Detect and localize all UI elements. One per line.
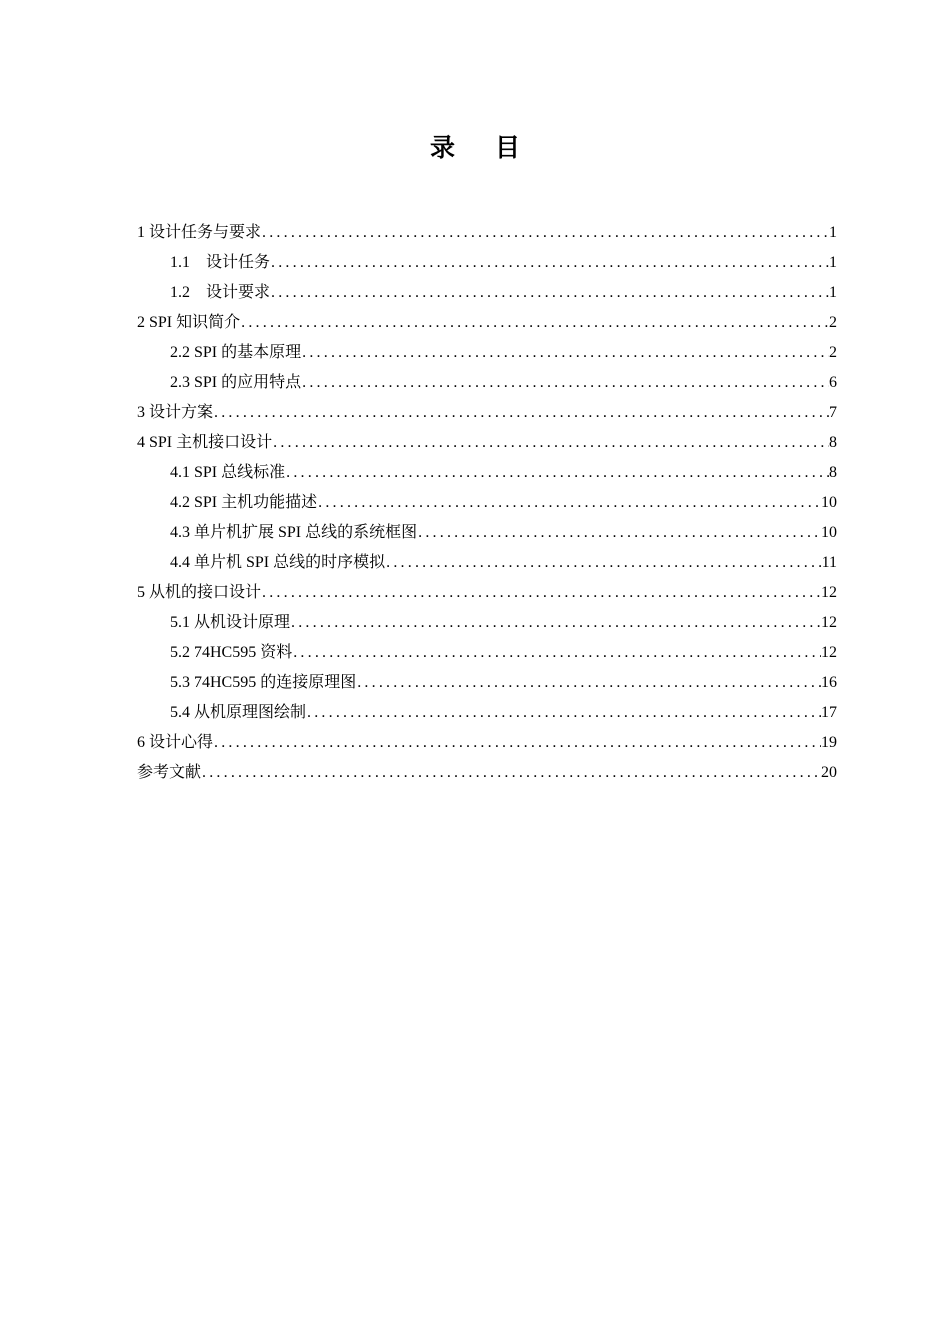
toc-entry-page-number: 12 [821,584,837,601]
toc-entry-label: 1.1 设计任务 [170,254,271,271]
toc-entry[interactable] [137,214,837,244]
toc-entry[interactable] [137,274,837,304]
table-of-contents [137,214,837,784]
toc-entry-page-number: 8 [829,464,837,481]
toc-dot-leader [261,582,821,604]
toc-entry-label: 1 设计任务与要求 [137,224,262,241]
toc-entry-label: 参考文献 [137,764,202,781]
toc-entry[interactable] [137,334,837,364]
toc-entry-label: 6 设计心得 [137,734,214,751]
toc-entry[interactable] [137,424,837,454]
toc-dot-leader [201,762,821,784]
toc-entry[interactable] [137,514,837,544]
toc-entry[interactable] [137,604,837,634]
toc-entry-page-number: 17 [821,704,837,721]
toc-dot-leader [306,702,821,724]
toc-dot-leader [270,252,829,274]
toc-dot-leader [272,432,829,454]
toc-dot-leader [270,282,829,304]
toc-dot-leader [240,312,829,334]
toc-entry[interactable] [137,694,837,724]
toc-dot-leader [292,642,821,664]
toc-entry-page-number: 11 [821,554,837,571]
toc-dot-leader [385,552,821,574]
toc-entry-label: 5.2 74HC595 资料 [170,644,293,661]
toc-entry-page-number: 2 [829,314,837,331]
toc-dot-leader [213,402,829,424]
toc-entry-page-number: 19 [821,734,837,751]
toc-entry[interactable] [137,724,837,754]
toc-entry-label: 5.4 从机原理图绘制 [170,704,307,721]
toc-entry[interactable] [137,634,837,664]
toc-dot-leader [261,222,829,244]
toc-entry[interactable] [137,664,837,694]
toc-entry-page-number: 1 [829,224,837,241]
toc-entry-label: 2 SPI 知识简介 [137,314,241,331]
toc-entry-label: 4.3 单片机扩展 SPI 总线的系统框图 [170,524,418,541]
toc-entry-page-number: 12 [821,614,837,631]
toc-entry-label: 4.1 SPI 总线标准 [170,464,286,481]
toc-entry[interactable] [137,574,837,604]
toc-entry-page-number: 10 [821,524,837,541]
toc-entry[interactable] [137,544,837,574]
toc-entry-page-number: 12 [821,644,837,661]
toc-entry[interactable] [137,394,837,424]
toc-entry-label: 2.3 SPI 的应用特点 [170,374,302,391]
toc-dot-leader [290,612,821,634]
toc-dot-leader [301,342,829,364]
toc-entry-label: 5.1 从机设计原理 [170,614,291,631]
toc-entry-page-number: 8 [829,434,837,451]
toc-entry-page-number: 10 [821,494,837,511]
toc-entry-label: 4.2 SPI 主机功能描述 [170,494,318,511]
toc-dot-leader [317,492,821,514]
toc-entry-label: 2.2 SPI 的基本原理 [170,344,302,361]
toc-entry-label: 4 SPI 主机接口设计 [137,434,273,451]
toc-dot-leader [356,672,821,694]
toc-entry-page-number: 6 [829,374,837,391]
toc-dot-leader [417,522,821,544]
toc-entry-label: 1.2 设计要求 [170,284,271,301]
toc-dot-leader [213,732,821,754]
toc-entry[interactable] [137,244,837,274]
toc-entry[interactable] [137,454,837,484]
toc-entry-page-number: 1 [829,254,837,271]
toc-entry[interactable] [137,304,837,334]
toc-entry[interactable] [137,754,837,784]
toc-entry-label: 5.3 74HC595 的连接原理图 [170,674,357,691]
toc-entry-page-number: 2 [829,344,837,361]
toc-dot-leader [301,372,829,394]
toc-entry[interactable] [137,364,837,394]
toc-entry-label: 5 从机的接口设计 [137,584,262,601]
toc-entry-page-number: 7 [829,404,837,421]
toc-entry[interactable] [137,484,837,514]
toc-entry-page-number: 16 [821,674,837,691]
toc-entry-page-number: 20 [821,764,837,781]
toc-dot-leader [285,462,829,484]
page-title: 录目 [429,133,560,162]
toc-entry-label: 4.4 单片机 SPI 总线的时序模拟 [170,554,386,571]
toc-entry-label: 3 设计方案 [137,404,214,421]
toc-entry-page-number: 1 [829,284,837,301]
